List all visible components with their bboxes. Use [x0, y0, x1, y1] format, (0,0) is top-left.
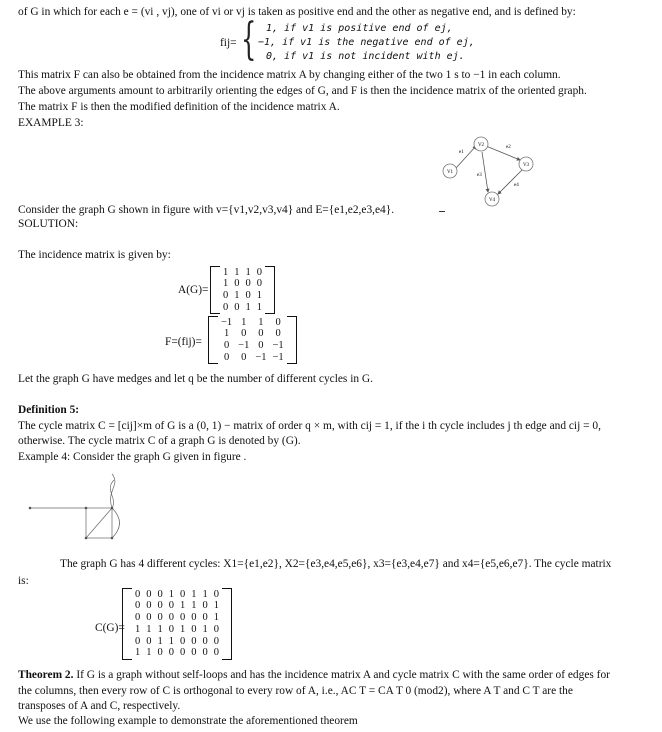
- matrix-cell: 0: [223, 290, 229, 302]
- edge-line: [482, 152, 488, 192]
- text-line: SOLUTION:: [18, 218, 79, 230]
- matrix-cell: 1: [223, 328, 230, 340]
- example-heading: EXAMPLE 3:: [18, 117, 84, 129]
- graph-figure-2: [26, 470, 136, 550]
- text-line: We use the following example to demonstrate the aforementioned theorem: [18, 715, 358, 727]
- matrix-cell: 1: [191, 588, 197, 600]
- matrix-cell: 1: [180, 623, 186, 635]
- matrix-cell: 0: [191, 612, 197, 624]
- graph-figure-1: [430, 128, 550, 218]
- text-line: Let the graph G have medges and let q be the number of different cycles in G.: [18, 373, 373, 385]
- matrix-cell: 0: [234, 278, 240, 290]
- matrix-cell: 0: [180, 612, 186, 624]
- matrix-f: [208, 316, 297, 364]
- matrix-cell: 0: [223, 351, 230, 363]
- matrix-cell: 0: [275, 328, 281, 340]
- matrix-cell: 1: [245, 301, 251, 313]
- matrix-cell: 0: [213, 623, 219, 635]
- matrix-cell: 0: [146, 612, 152, 624]
- text-line: the columns, then every row of C is orthogonal to every row of A, i.e., AC T = CA T 0 (mod2), where A T and C T are the: [18, 685, 573, 697]
- matrix-cell: 1: [245, 266, 251, 278]
- matrix-cell: 0: [223, 301, 229, 313]
- matrix-cell: 1: [234, 290, 240, 302]
- matrix-cell: 0: [180, 635, 186, 647]
- matrix-cell: −1: [221, 316, 233, 328]
- edge-line: [498, 170, 522, 194]
- matrix-cell: 0: [234, 301, 240, 313]
- matrix-cell: 0: [241, 351, 247, 363]
- edge-label: e4: [514, 183, 519, 188]
- case-3: 0, if v1 is not incident with ej.: [266, 51, 465, 62]
- matrix-cell: 0: [213, 588, 219, 600]
- matrix-cell: 0: [202, 612, 208, 624]
- matrix-cell: −1: [255, 351, 267, 363]
- edge-line: [486, 146, 520, 160]
- case-1: 1, if v1 is positive end of ej,: [266, 23, 453, 34]
- matrix-cell: 0: [223, 340, 230, 352]
- matrix-cell: −1: [272, 351, 284, 363]
- text-line: Example 4: Consider the graph G given in figure .: [18, 451, 247, 463]
- matrix-cell: 0: [146, 635, 152, 647]
- matrix-cell: 0: [157, 647, 163, 659]
- matrix-cell: 1: [241, 316, 247, 328]
- matrix-cell: 1: [213, 600, 219, 612]
- matrix-cell: 0: [168, 600, 174, 612]
- matrix-cell: 0: [245, 278, 251, 290]
- matrix-cell: 0: [180, 588, 186, 600]
- matrix-cell: 0: [146, 600, 152, 612]
- matrix-c-label: C(G)=: [95, 622, 125, 634]
- matrix-cell: 0: [202, 647, 208, 659]
- matrix-cell: 0: [168, 623, 174, 635]
- matrix-f-label: F=(fij)=: [165, 336, 202, 348]
- matrix-c: [122, 588, 232, 660]
- matrix-cell: 1: [223, 266, 229, 278]
- matrix-cell: 1: [256, 301, 262, 313]
- matrix-cell: 0: [135, 588, 141, 600]
- matrix-cell: 0: [157, 588, 163, 600]
- matrix-cell: 0: [135, 612, 141, 624]
- matrix-cell: 0: [146, 588, 152, 600]
- edge-label: e2: [506, 145, 511, 150]
- text-line: otherwise. The cycle matrix C of a graph G is denoted by (G).: [18, 435, 301, 447]
- matrix-a-label: A(G)=: [178, 284, 209, 296]
- matrix-a: [210, 266, 275, 314]
- matrix-cell: 1: [168, 635, 174, 647]
- matrix-cell: 0: [258, 328, 264, 340]
- matrix-cell: 0: [157, 600, 163, 612]
- paragraph: This matrix F can also be obtained from the incidence matrix A by changing either of the two 1 s to −1 in each column.: [18, 69, 561, 81]
- matrix-cell: −1: [272, 340, 284, 352]
- matrix-cell: 0: [213, 647, 219, 659]
- matrix-cell: 0: [168, 647, 174, 659]
- matrix-cell: 0: [256, 266, 262, 278]
- text-line: Consider the graph G shown in figure with v={v1,v2,v3,v4} and E={e1,e2,e3,e4}.: [18, 204, 395, 216]
- vertex-label: V1: [446, 170, 454, 175]
- matrix-cell: 1: [213, 612, 219, 624]
- matrix-cell: 1: [202, 588, 208, 600]
- edge-line: [112, 508, 120, 538]
- matrix-cell: 0: [241, 328, 247, 340]
- matrix-cell: 0: [275, 316, 281, 328]
- vertex-label: V2: [477, 143, 485, 148]
- matrix-cell: 0: [202, 600, 208, 612]
- cases-brace: {: [241, 14, 257, 65]
- matrix-cell: 0: [258, 340, 264, 352]
- matrix-cell: 1: [234, 266, 240, 278]
- edge-label: e1: [459, 150, 464, 155]
- matrix-cell: 0: [180, 647, 186, 659]
- matrix-cell: −1: [238, 340, 250, 352]
- matrix-cell: 1: [191, 600, 197, 612]
- matrix-cell: 0: [191, 623, 197, 635]
- theorem-text: If G is a graph without self-loops and has the incidence matrix A and cycle matrix C with the same order of edges for: [73, 669, 610, 681]
- vertex-dot: [29, 507, 32, 510]
- matrix-cell: 1: [146, 623, 152, 635]
- matrix-cell: 0: [202, 635, 208, 647]
- matrix-cell: 0: [213, 635, 219, 647]
- text-line: is:: [18, 575, 29, 587]
- fij-label: fij=: [220, 37, 237, 49]
- matrix-cell: 1: [258, 316, 264, 328]
- matrix-cell: 0: [191, 647, 197, 659]
- matrix-cell: 1: [223, 278, 229, 290]
- vertex-dot: [111, 537, 114, 540]
- matrix-cell: 1: [146, 647, 152, 659]
- matrix-cell: 1: [180, 600, 186, 612]
- text-line: The incidence matrix is given by:: [18, 249, 171, 261]
- matrix-cell: 0: [157, 612, 163, 624]
- vertex-dot: [85, 507, 88, 510]
- matrix-cell: 1: [157, 635, 163, 647]
- vertex-label: V3: [522, 163, 530, 168]
- matrix-cell: 1: [135, 647, 141, 659]
- paragraph: The above arguments amount to arbitrarily orienting the edges of G, and F is then the incidence matrix of the oriented graph.: [18, 85, 587, 97]
- matrix-cell: 1: [202, 623, 208, 635]
- text-line: The graph G has 4 different cycles: X1={e1,e2}, X2={e3,e4,e5,e6}, x3={e3,e4,e7} and x4={e5,e6,e7}. The cycle matrix: [60, 558, 612, 570]
- text-line: The cycle matrix C = [cij]×m of G is a (0, 1) − matrix of order q × m, with cij = 1, if the i th cycle includes j th edge and cij = 0,: [18, 420, 601, 432]
- paragraph: The matrix F is then the modified definition of the incidence matrix A.: [18, 101, 340, 113]
- matrix-cell: 0: [256, 278, 262, 290]
- edge-line: [111, 474, 115, 508]
- vertex-dot: [111, 507, 114, 510]
- matrix-cell: 1: [256, 290, 262, 302]
- theorem-heading: Theorem 2.: [18, 669, 74, 681]
- definition-heading: Definition 5:: [18, 404, 80, 416]
- text-line: of G in which for each e = (vi , vj), one of vi or vj is taken as positive end and the other as negative end, and is defined by:: [18, 6, 576, 18]
- edge-line: [86, 508, 112, 538]
- matrix-cell: 0: [191, 635, 197, 647]
- text-line: transposes of A and C, respectively.: [18, 700, 181, 712]
- matrix-cell: 0: [135, 600, 141, 612]
- matrix-cell: 1: [168, 588, 174, 600]
- edge-label: e3: [477, 173, 482, 178]
- case-2: −1, if v1 is the negative end of ej,: [258, 37, 475, 48]
- matrix-cell: 0: [245, 290, 251, 302]
- vertex-label: V4: [488, 198, 496, 203]
- matrix-cell: 0: [168, 612, 174, 624]
- divider: [439, 211, 445, 212]
- matrix-cell: 1: [135, 623, 141, 635]
- vertex-dot: [85, 537, 88, 540]
- matrix-cell: 0: [135, 635, 141, 647]
- matrix-cell: 1: [157, 623, 163, 635]
- theorem-line: [18, 668, 610, 682]
